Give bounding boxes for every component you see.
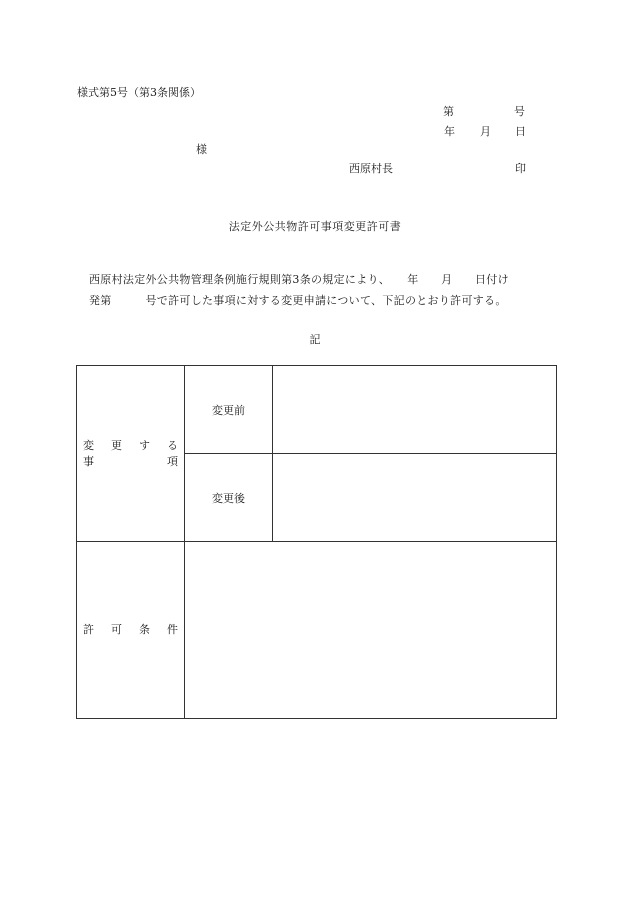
conditions-label-cell (77, 542, 185, 719)
date-day-label: 日 (515, 125, 526, 138)
seal-mark: 印 (515, 162, 526, 175)
label-char: 更 (111, 438, 122, 452)
number-suffix: 号 (514, 105, 525, 118)
permit-form-table (76, 365, 557, 719)
change-item-label-cell (77, 366, 185, 542)
after-change-field[interactable] (273, 454, 557, 542)
date-year-label: 年 (444, 125, 455, 138)
change-item-label-row1 (77, 438, 184, 454)
label-char: 許 (83, 623, 94, 636)
label-char: 項 (167, 454, 178, 468)
ki-heading: 記 (309, 333, 321, 346)
addressee-suffix: 様 (196, 143, 207, 156)
issuer-name: 西原村長 (349, 162, 393, 175)
label-char: す (139, 438, 150, 452)
change-item-label-row2 (77, 454, 184, 470)
label-char: 可 (111, 623, 122, 636)
label-char: る (167, 438, 178, 452)
document-title: 法定外公共物許可事項変更許可書 (228, 220, 402, 233)
conditions-label (77, 622, 184, 638)
label-char: 事 (83, 454, 94, 468)
number-prefix: 第 (443, 105, 454, 118)
form-number-label: 様式第5号（第3条関係） (77, 86, 201, 99)
label-char: 条 (139, 623, 150, 636)
label-char: 件 (167, 623, 178, 636)
after-change-label: 変更後 (185, 454, 273, 542)
label-char: 変 (83, 438, 94, 452)
body-text-line-1: 西原村法定外公共物管理条例施行規則第3条の規定により、 年 月 日付け (89, 273, 509, 286)
conditions-field[interactable] (185, 542, 557, 719)
body-text-line-2: 発第 号で許可した事項に対する変更申請について、下記のとおり許可する。 (89, 294, 507, 307)
date-month-label: 月 (480, 125, 491, 138)
before-change-field[interactable] (273, 366, 557, 454)
before-change-label: 変更前 (185, 366, 273, 454)
